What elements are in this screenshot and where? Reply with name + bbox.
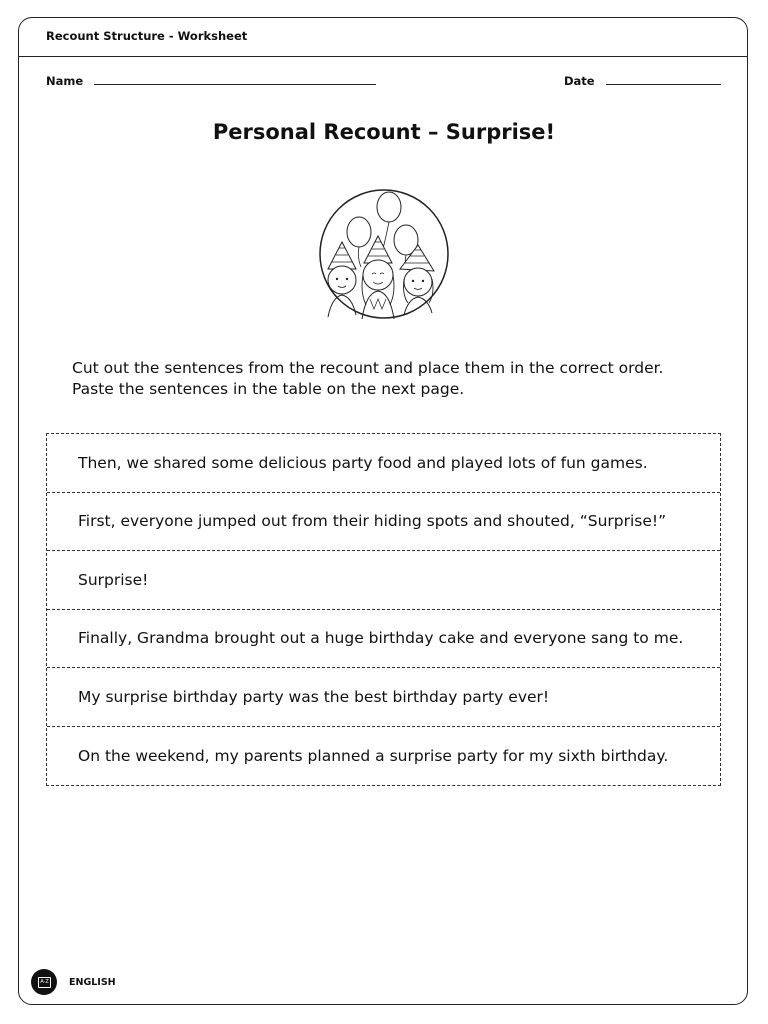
date-field[interactable] [606, 84, 721, 85]
subject-label: ENGLISH [69, 977, 116, 988]
instructions-line-2: Paste the sentences in the table on the next page. [72, 380, 465, 398]
sentence-strip[interactable]: My surprise birthday party was the best birthday party ever! [47, 668, 720, 727]
cut-out-sentences-table [46, 433, 721, 786]
sentence-strip[interactable]: Surprise! [47, 551, 720, 610]
header-bar [19, 18, 747, 57]
date-label: Date [564, 74, 595, 88]
subject-logo-icon [31, 969, 57, 995]
page-title: Personal Recount – Surprise! [212, 120, 556, 144]
name-field[interactable] [94, 84, 376, 85]
name-label: Name [46, 74, 84, 88]
sentence-strip[interactable]: On the weekend, my parents planned a surprise party for my sixth birthday. [78, 746, 669, 765]
party-children-balloons-icon [312, 187, 456, 321]
sentence-strip[interactable]: Then, we shared some delicious party food and played lots of fun games. [47, 434, 720, 493]
sentence-strip[interactable]: Finally, Grandma brought out a huge birthday cake and everyone sang to me. [47, 610, 720, 669]
subject-logo-text: A-Z [38, 977, 51, 988]
instructions [72, 358, 663, 400]
sentence-strip[interactable]: First, everyone jumped out from their hiding spots and shouted, “Surprise!” [47, 493, 720, 552]
worksheet-header-title: Recount Structure - Worksheet [46, 29, 248, 43]
instructions-line-1: Cut out the sentences from the recount and place them in the correct order. [72, 359, 664, 377]
